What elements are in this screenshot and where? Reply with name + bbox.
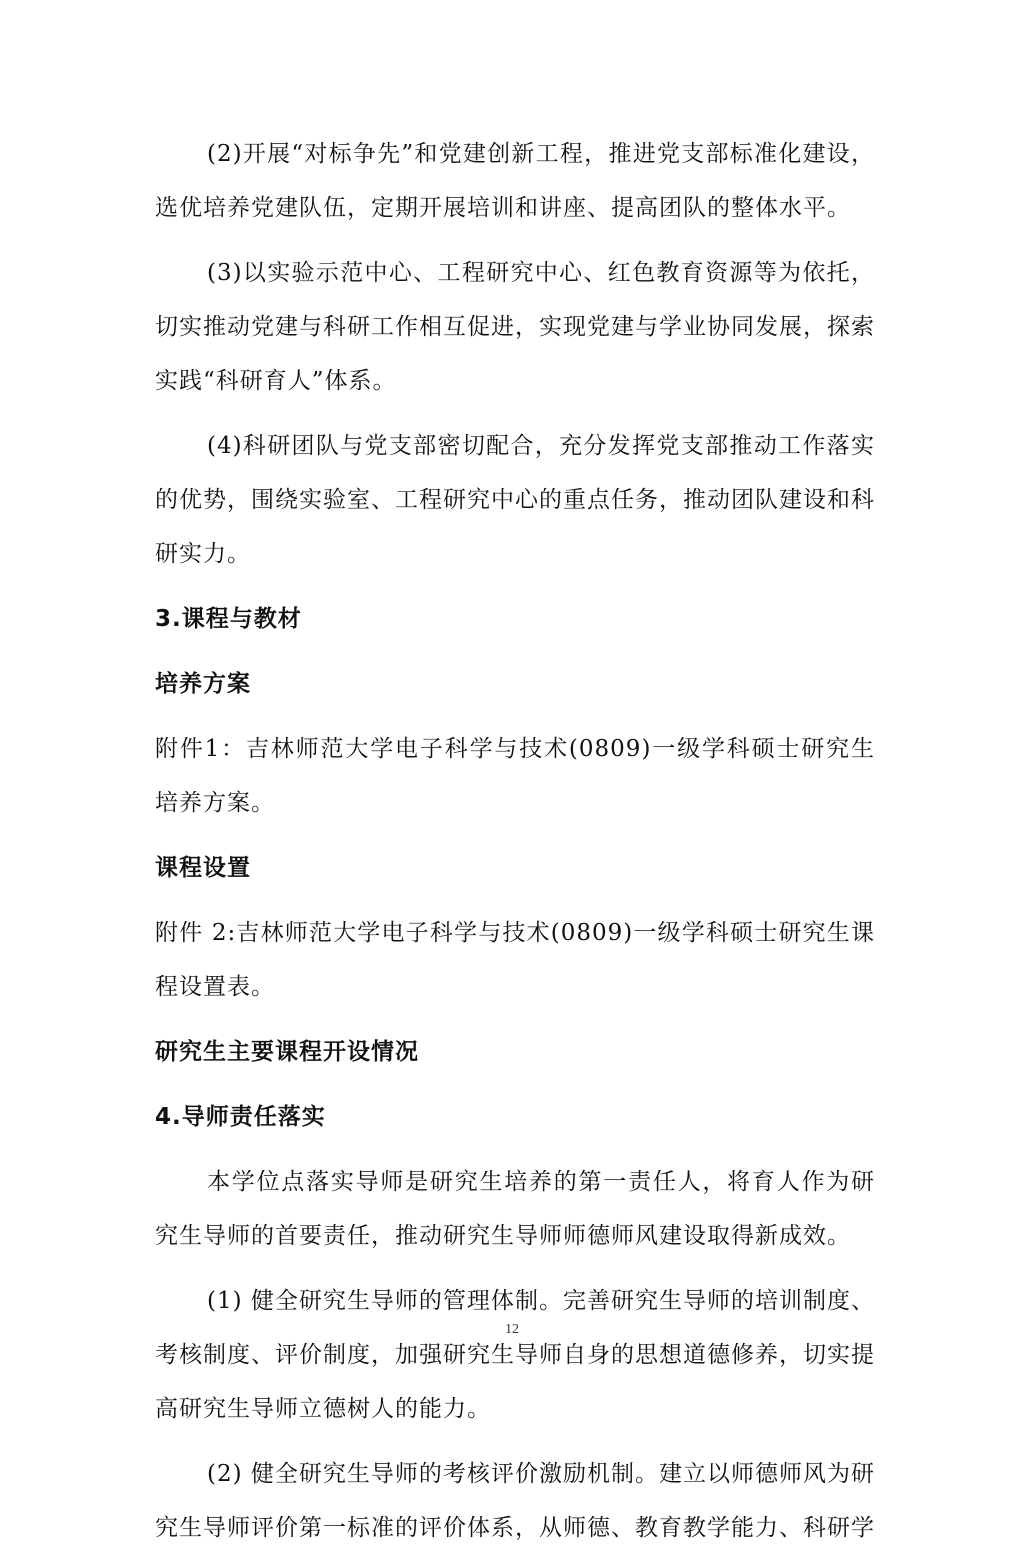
paragraph: 本学位点落实导师是研究生培养的第一责任人，将育人作为研究生导师的首要责任，推动研究生导师师德师风建设取得新成效。 [155, 1169, 875, 1249]
section-heading: 4.导师责任落实 [155, 1104, 326, 1130]
paragraph: (2)开展“对标争先”和党建创新工程，推进党支部标准化建设，选优培养党建队伍，定期开展培训和讲座、提高团队的整体水平。 [155, 141, 875, 221]
paragraph: 附件 2:吉林师范大学电子科学与技术(0809)一级学科硕士研究生课程设置表。 [155, 920, 875, 1000]
paragraph: 附件1：吉林师范大学电子科学与技术(0809)一级学科硕士研究生培养方案。 [155, 736, 875, 816]
section-heading: 培养方案 [155, 671, 251, 697]
page-number: 12 [505, 1322, 519, 1337]
section-heading: 3.课程与教材 [155, 606, 302, 632]
section-heading: 研究生主要课程开设情况 [155, 1039, 419, 1065]
paragraph: (1) 健全研究生导师的管理体制。完善研究生导师的培训制度、考核制度、评价制度，加强研究生导师自身的思想道德修养，切实提高研究生导师立德树人的能力。 [155, 1288, 875, 1422]
section-heading: 课程设置 [155, 855, 251, 881]
paragraph: (4)科研团队与党支部密切配合，充分发挥党支部推动工作落实的优势，围绕实验室、工程研究中心的重点任务，推动团队建设和科研实力。 [155, 433, 875, 567]
document-body [155, 127, 875, 1566]
paragraph: (2) 健全研究生导师的考核评价激励机制。建立以师德师风为研究生导师评价第一标准的评价体系，从师德、教育教学能力、科研学 [155, 1461, 875, 1541]
paragraph: (3)以实验示范中心、工程研究中心、红色教育资源等为依托，切实推动党建与科研工作相互促进，实现党建与学业协同发展，探索实践“科研育人”体系。 [155, 260, 875, 394]
